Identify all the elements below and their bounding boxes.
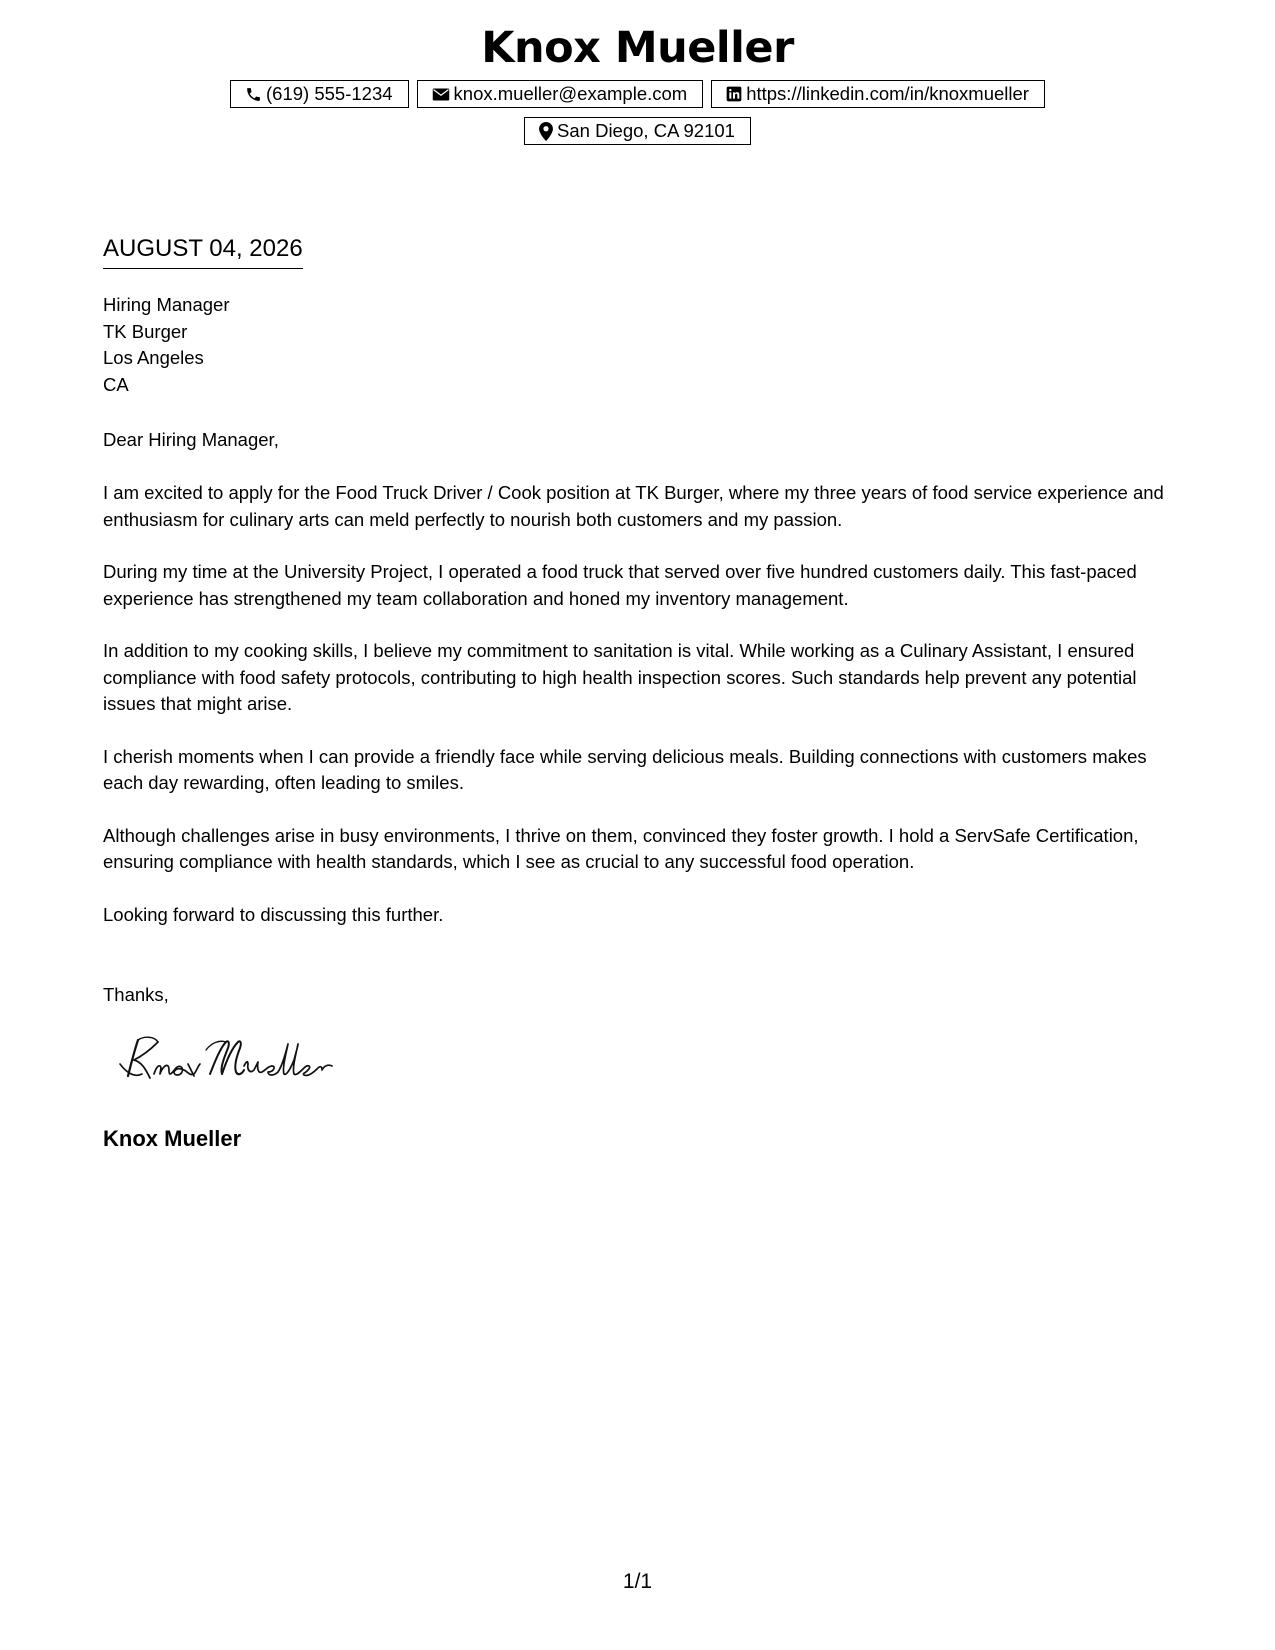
body-paragraph: I cherish moments when I can provide a friendly face while serving delicious meals. Building connections with customers makes each day rewarding, often leading to smiles.: [103, 745, 1147, 793]
phone-text: (619) 555-1234: [266, 83, 393, 104]
linkedin-icon: [726, 86, 742, 102]
header-name: Knox Mueller: [481, 23, 794, 73]
body-paragraph: Looking forward to discussing this further.: [103, 903, 444, 925]
recipient-title: Hiring Manager: [103, 294, 230, 315]
body-paragraph: During my time at the University Project, I operated a food truck that served over five hundred customers daily. This fast-paced experience has strengthened my team collaboration and honed my inventory management.: [103, 561, 1137, 609]
linkedin-text: https://linkedin.com/in/knoxmueller: [746, 83, 1029, 104]
recipient-company: TK Burger: [103, 320, 188, 342]
phone-contact[interactable]: [230, 80, 409, 108]
recipient-state: CA: [103, 373, 129, 395]
signature-image: [118, 1030, 348, 1091]
recipient-city: Los Angeles: [103, 347, 204, 368]
contact-row: [0, 80, 1275, 108]
contact-row: [0, 117, 1275, 145]
envelope-icon: [432, 87, 450, 102]
recipient-block: [103, 292, 229, 398]
email-text: knox.mueller@example.com: [453, 83, 688, 104]
letter-body: [103, 480, 1183, 954]
phone-icon: [245, 86, 262, 103]
closing: Thanks,: [103, 984, 169, 1005]
body-paragraph: In addition to my cooking skills, I believe my commitment to sanitation is vital. While working as a Culinary Assistant, I ensured compliance with food safety protocols, contributing to high health inspection scores. Such standards help prevent any potential issues that might arise.: [103, 640, 1137, 714]
page-number: 1/1: [622, 1570, 653, 1593]
map-marker-icon: [539, 122, 553, 141]
letter-date: AUGUST 04, 2026: [103, 234, 303, 269]
location-text: San Diego, CA 92101: [557, 120, 735, 141]
body-paragraph: Although challenges arise in busy environments, I thrive on them, convinced they foster growth. I hold a ServSafe Certification, ensuring compliance with health standards, which I see as crucial to any successful food operation.: [103, 824, 1139, 872]
location-contact[interactable]: [524, 117, 751, 145]
linkedin-contact[interactable]: [711, 80, 1045, 108]
salutation: Dear Hiring Manager,: [103, 429, 279, 450]
body-paragraph: I am excited to apply for the Food Truck Driver / Cook position at TK Burger, where my three years of food service experience and enthusiasm for culinary arts can meld perfectly to nourish both customers and my passion.: [103, 482, 1164, 530]
email-contact[interactable]: [417, 80, 704, 108]
signer-name: Knox Mueller: [103, 1126, 242, 1151]
